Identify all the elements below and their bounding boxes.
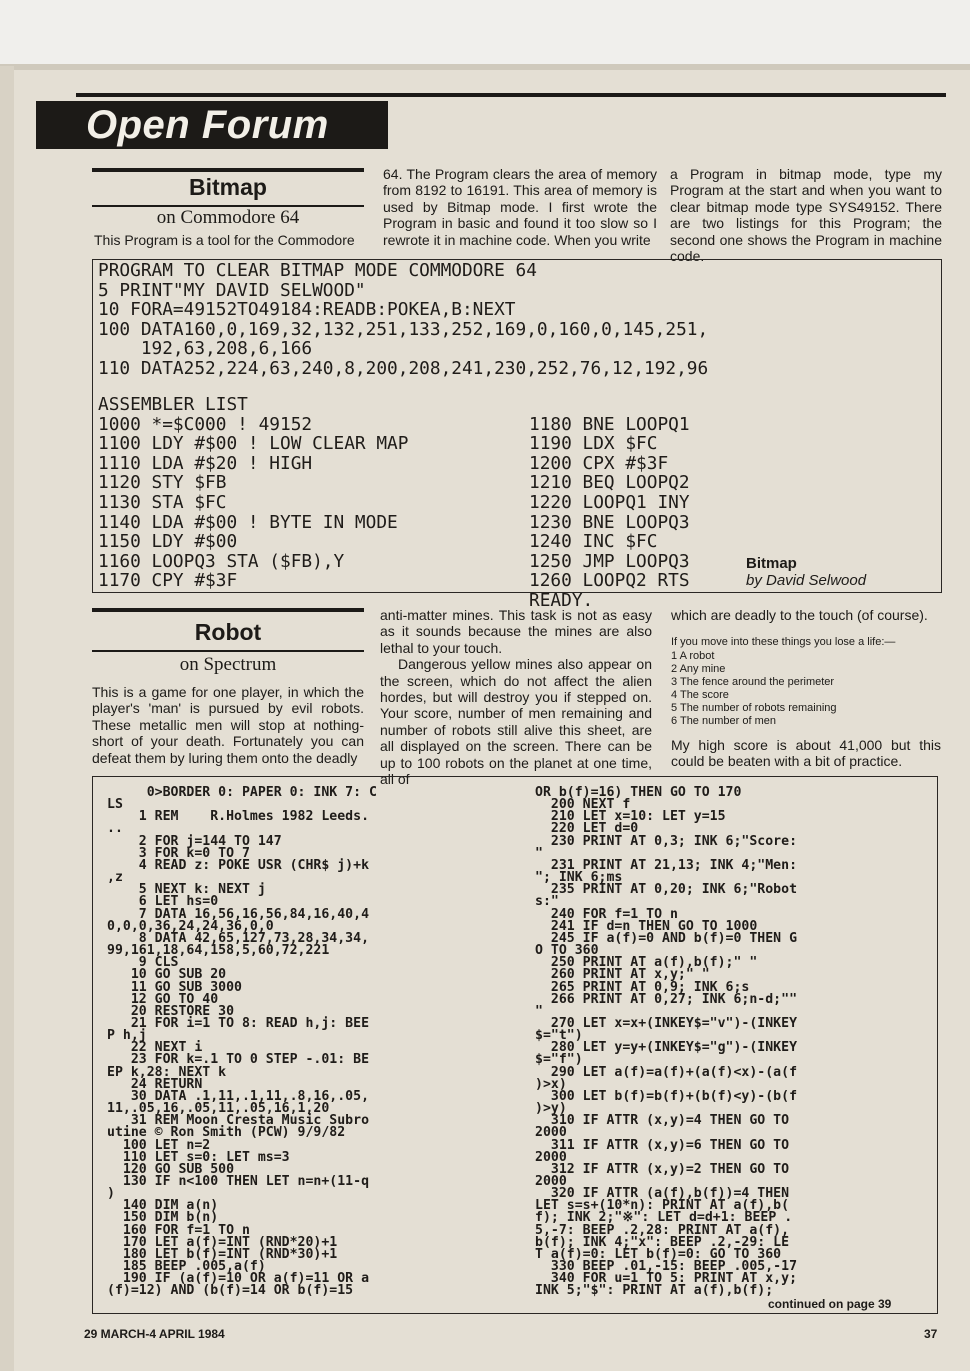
robot-headline: Robot: [194, 619, 262, 645]
issue-date: 29 MARCH-4 APRIL 1984: [84, 1327, 225, 1341]
robot-column-2-para-2: Dangerous yellow mines also appear on the screen, which do not affect the alien hordes, but will destroy you if stepped on. Your score, number of men remaining and number of robots still alive this sheet, are all displayed on the screen. There can be up to 100 robots on the planet at one time, all of: [380, 656, 652, 788]
continued-note: continued on page 39: [768, 1297, 892, 1311]
list-item: 4 The score: [671, 689, 729, 701]
bitmap-assembler-left: ASSEMBLER LIST 1000 *=$C000 ! 49152 1100 LDY #$00 ! LOW CLEAR MAP 1110 LDA #$20 ! HIGH 1120 STY $FB 1130 STA $FC 1140 LDA #$00 ! BYTE IN MODE 1150 LDY #$00 1160 LOOPQ3 STA ($FB),Y 1170 CPY #$3F: [98, 394, 409, 592]
page-edge-shadow: [0, 64, 970, 70]
bitmap-column-3: a Program in bitmap mode, type my Program at the start and when you want to clear bitmap mode type SYS49152. There are two listings for this Program; the second one shows the Program in machine code.: [670, 166, 942, 265]
robot-top-rule: [92, 608, 364, 612]
robot-column-1: This is a game for one player, in which the player's 'man' is pursued by evil robots. These metallic men will stop at nothing- short of your death. Fortunately you can defeat them by luring them onto the deadly: [92, 684, 364, 766]
page-number: 37: [924, 1327, 938, 1341]
robot-headline-rule: [92, 650, 364, 652]
bitmap-column-2: 64. The Program clears the area of memory from 8192 to 16191. This area of memory is used by Bitmap mode. I first wrote the Program in basic and found it too slow so I rewrote it in machine code. When you write: [383, 166, 657, 248]
robot-listing-right: OR b(f)=16) THEN GO TO 170 200 NEXT f 210 LET x=10: LET y=15 220 LET d=0 230 PRINT AT 0,3; INK 6;"Score: " 231 PRINT AT 21,13; INK 4;"Men: "; INK 6;ms 235 PRINT AT 0,20; INK 6;"Robot s:" 240 FOR f=1 TO n 241 IF d=n THEN GO TO 1000 245 IF a(f)=0 AND b(f)=0 THEN G O TO 360 250 PRINT AT a(f),b(f);" " 260 PRINT AT x,y;" " 265 PRINT AT 0,9; INK 6;s 266 PRINT AT 0,27; INK 6;n-d;"" " 270 LET x=x+(INKEY$="v")-(INKEY $="t") 280 LET y=y+(INKEY$="g")-(INKEY $="f") 290 LET a(f)=a(f)+(a(f)<x)-(a(f )>x) 300 LET b(f)=b(f)+(b(f)<y)-(b(f )>y) 310 IF ATTR (x,y)=4 THEN GO TO 2000 311 IF ATTR (x,y)=6 THEN GO TO 2000 312 IF ATTR (x,y)=2 THEN GO TO 2000 320 IF ATTR (a(f),b(f))=4 THEN LET s=s+(10*n): PRINT AT a(f),b( f); INK 2;"※": LET d=d+1: BEEP . 5,-7: BEEP .2,28: PRINT AT a(f), b(f); INK 4;"x": BEEP .2,-29: LE T a(f)=0: LET b(f)=0: GO TO 360 330 BEEP .01,-15: BEEP .005,-17 340 FOR u=1 TO 5: PRINT AT x,y; INK 5;"$": PRINT AT a(f),b(f);: [535, 785, 798, 1299]
bitmap-top-rule: [92, 168, 364, 172]
bitmap-assembler-right: 1180 BNE LOOPQ1 1190 LDX $FC 1200 CPX #$3F 1210 BEQ LOOPQ2 1220 LOOPQ1 INY 1230 BNE LOOPQ3 1240 INC $FC 1250 JMP LOOPQ3 1260 LOOPQ2 RTS READY.: [529, 413, 690, 611]
robot-subtitle: on Spectrum: [179, 654, 277, 675]
bitmap-caption-title: Bitmap: [746, 555, 797, 572]
list-item: 1 A robot: [671, 650, 715, 662]
scan-top-margin: [0, 0, 970, 66]
bitmap-headline: Bitmap: [189, 174, 267, 200]
section-banner: [36, 101, 388, 149]
bitmap-column-1: This Program is a tool for the Commodore: [94, 232, 355, 248]
robot-column-3-para-2: My high score is about 41,000 but this could be beaten with a bit of practice.: [671, 737, 941, 770]
list-item: 6 The number of men: [671, 715, 776, 727]
bitmap-subtitle: on Commodore 64: [156, 207, 300, 228]
robot-hazard-list: [671, 650, 941, 728]
section-title: Open Forum: [86, 103, 329, 147]
robot-column-2-para-1: anti-matter mines. This task is not as easy as it sounds because the mines are also lethal to your touch.: [380, 607, 652, 656]
list-item: 3 The fence around the perimeter: [671, 676, 835, 688]
list-item: 2 Any mine: [671, 663, 726, 675]
header-rule: [76, 93, 946, 97]
robot-column-3-para-1: which are deadly to the touch (of course).: [671, 607, 928, 623]
robot-column-2: [380, 607, 652, 787]
robot-listing-left: 0>BORDER 0: PAPER 0: INK 7: C LS 1 REM R.Holmes 1982 Leeds. .. 2 FOR j=144 TO 147 3 FOR k=0 TO 7 4 READ z: POKE USR (CHR$ j)+k ,z 5 NEXT k: NEXT j 6 LET hs=0 7 DATA 16,56,16,56,84,16,40,4 0,0,0,36,24,24,36,0,0 8 DATA 42,65,127,73,28,34,34, 99,161,18,64,158,5,60,72,221 9 CLS 10 GO SUB 20 11 GO SUB 3000 12 GO TO 40 20 RESTORE 30 21 FOR i=1 TO 8: READ h,j: BEE P h,j 22 NEXT i 23 FOR k=.1 TO 0 STEP -.01: BE EP k,28: NEXT k 24 RETURN 30 DATA .1,11,.1,11,.8,16,.05, 11,.05,16,.05,11,.05,16,1,20 31 REM Moon Cresta Music Subro utine © Ron Smith (PCW) 9/9/82 100 LET n=2 110 LET s=0: LET ms=3 120 GO SUB 500 130 IF n<100 THEN LET n=n+(11-q ) 140 DIM a(n) 150 DIM b(n) 160 FOR f=1 TO n 170 LET a(f)=INT (RND*20)+1 180 LET b(f)=INT (RND*30)+1 185 BEEP .005,a(f) 190 IF (a(f)=10 OR a(f)=11 OR a (f)=12) AND (b(f)=14 OR b(f)=15: [107, 785, 377, 1299]
page-left-edge: [0, 66, 14, 1371]
bitmap-caption-author: by David Selwood: [746, 572, 867, 589]
bitmap-basic-listing: PROGRAM TO CLEAR BITMAP MODE COMMODORE 64 5 PRINT"MY DAVID SELWOOD" 10 FORA=49152TO49184:READB:POKEA,B:NEXT 100 DATA160,0,169,32,132,251,133,252,169,0,160,0,145,251, 192,63,208,6,166 110 DATA252,224,63,240,8,200,208,241,230,252,76,12,192,96: [98, 260, 709, 379]
list-item: 5 The number of robots remaining: [671, 702, 837, 714]
robot-column-3-intro: If you move into these things you lose a life:—: [671, 636, 896, 648]
